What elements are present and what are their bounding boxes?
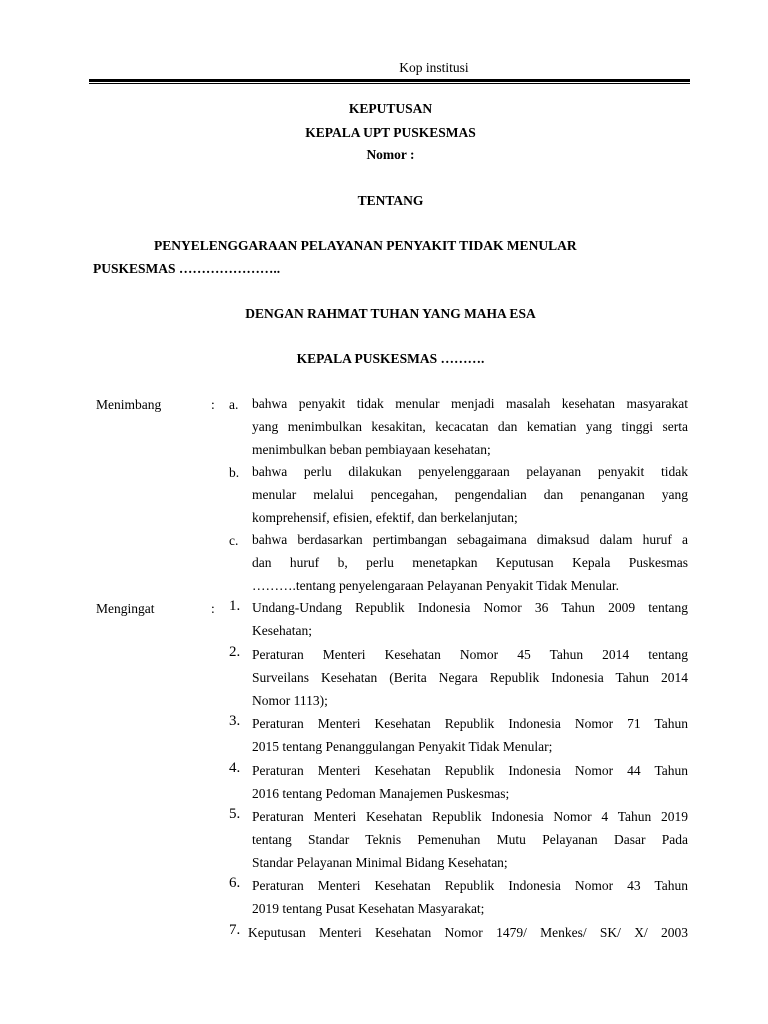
doc-number: Nomor : (366, 147, 415, 162)
mengingat-item-4-line-1: Peraturan Menteri Kesehatan Republik Indonesia Nomor 44 Tahun (252, 763, 688, 778)
menimbang-item-a-mark: a. (229, 397, 239, 412)
mengingat-item-1-line-2: Kesehatan; (252, 623, 312, 638)
menimbang-colon: : (211, 397, 215, 412)
mengingat-colon: : (211, 601, 215, 616)
mengingat-item-5-line-1: Peraturan Menteri Kesehatan Republik Indonesia Nomor 4 Tahun 2019 (252, 809, 688, 824)
menimbang-item-b-mark: b. (229, 465, 240, 480)
doc-title: KEPUTUSAN (348, 101, 433, 116)
mengingat-item-4-line-2: 2016 tentang Pedoman Manajemen Puskesmas; (252, 786, 510, 801)
kepala-heading: KEPALA PUSKESMAS ………. (296, 351, 485, 366)
menimbang-label: Menimbang (96, 397, 162, 412)
mengingat-item-2-line-1: Peraturan Menteri Kesehatan Nomor 45 Tahun 2014 tentang (252, 647, 688, 662)
mengingat-item-3-line-1: Peraturan Menteri Kesehatan Republik Indonesia Nomor 71 Tahun (252, 716, 688, 731)
rahmat-heading: DENGAN RAHMAT TUHAN YANG MAHA ESA (245, 306, 536, 321)
mengingat-item-1-number: 1. (229, 598, 241, 614)
mengingat-item-2-number: 2. (229, 644, 241, 660)
mengingat-item-2-line-2: Surveilans Kesehatan (Berita Negara Republik Indonesia Tahun 2014 (252, 670, 688, 685)
mengingat-item-6-line-2: 2019 tentang Pusat Kesehatan Masyarakat; (252, 901, 485, 916)
mengingat-item-5-number: 5. (229, 806, 241, 822)
tentang-heading: TENTANG (357, 193, 424, 208)
letterhead-rule (89, 79, 690, 82)
menimbang-item-a-line-1: bahwa penyakit tidak menular menjadi masalah kesehatan masyarakat (252, 396, 688, 411)
menimbang-item-c-mark: c. (229, 533, 239, 548)
letterhead-label: Kop institusi (399, 60, 469, 75)
mengingat-label: Mengingat (96, 601, 155, 616)
mengingat-item-6-number: 6. (229, 875, 241, 891)
menimbang-item-c-line-1: bahwa berdasarkan pertimbangan sebagaimana dimaksud dalam huruf a (252, 532, 688, 547)
mengingat-item-7-number: 7. (229, 922, 241, 938)
mengingat-item-2-line-3: Nomor 1113); (252, 693, 328, 708)
mengingat-item-7-line-1: Keputusan Menteri Kesehatan Nomor 1479/ Menkes/ SK/ X/ 2003 (248, 925, 688, 940)
menimbang-item-b-line-2: menular melalui pencegahan, pengendalian dan penanganan yang (252, 487, 688, 502)
letterhead-rule-thin (89, 83, 690, 84)
mengingat-item-5-line-2: tentang Standar Teknis Pemenuhan Mutu Pelayanan Dasar Pada (252, 832, 688, 847)
mengingat-item-5-line-3: Standar Pelayanan Minimal Bidang Kesehatan; (252, 855, 508, 870)
mengingat-item-3-line-2: 2015 tentang Penanggulangan Penyakit Tidak Menular; (252, 739, 553, 754)
mengingat-item-1-line-1: Undang-Undang Republik Indonesia Nomor 36 Tahun 2009 tentang (252, 600, 688, 615)
subject-line-2: PUSKESMAS ………………….. (93, 261, 281, 276)
mengingat-item-6-line-1: Peraturan Menteri Kesehatan Republik Indonesia Nomor 43 Tahun (252, 878, 688, 893)
subject-line-1: PENYELENGGARAAN PELAYANAN PENYAKIT TIDAK MENULAR (154, 238, 577, 253)
menimbang-item-b-line-1: bahwa perlu dilakukan penyelenggaraan pelayanan penyakit tidak (252, 464, 688, 479)
menimbang-item-a-line-2: yang menimbulkan kesakitan, kecacatan dan kematian yang tinggi serta (252, 419, 688, 434)
mengingat-item-4-number: 4. (229, 760, 241, 776)
doc-issuer: KEPALA UPT PUSKESMAS (305, 125, 476, 140)
menimbang-item-b-line-3: komprehensif, efisien, efektif, dan berkelanjutan; (252, 510, 518, 525)
menimbang-item-c-line-2: dan huruf b, perlu menetapkan Keputusan Kepala Puskesmas (252, 555, 688, 570)
mengingat-item-3-number: 3. (229, 713, 241, 729)
menimbang-item-a-line-3: menimbulkan beban pembiayaan kesehatan; (252, 442, 491, 457)
menimbang-item-c-line-3: ……….tentang penyelengaraan Pelayanan Penyakit Tidak Menular. (252, 578, 620, 593)
